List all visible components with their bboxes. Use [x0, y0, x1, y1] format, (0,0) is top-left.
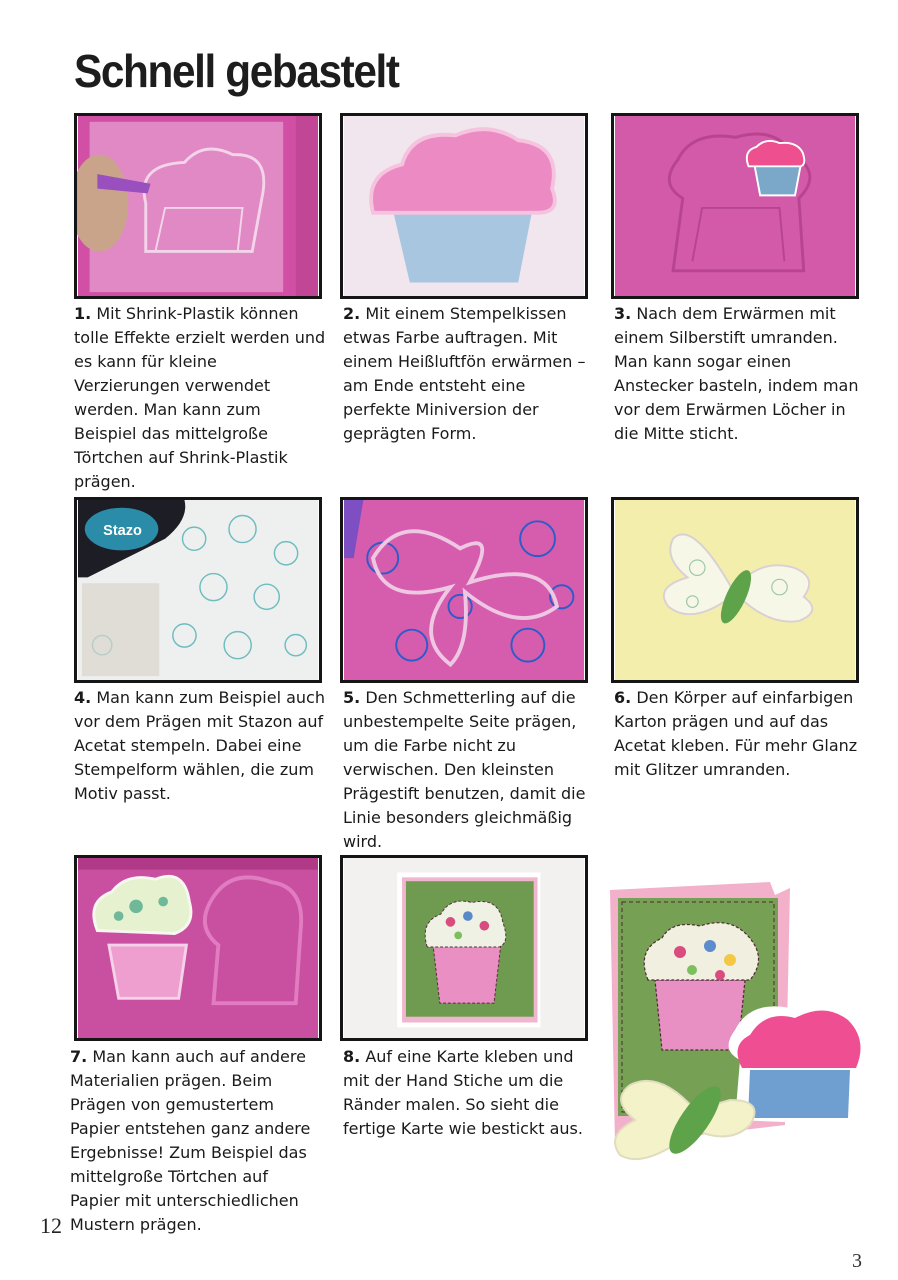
page-number-right: 3	[852, 1250, 862, 1272]
acetate-butterfly-image	[614, 500, 856, 680]
step-number: 3.	[614, 304, 632, 323]
step-2-text	[343, 302, 595, 446]
page-number: 12	[40, 1213, 62, 1238]
photo-step-1	[74, 113, 322, 299]
step-description: Nach dem Erwärmen mit einem Silberstift umranden. Man kann sogar einen Anstecker basteln, indem man vor dem Erwärmen Löcher in die Mitte sticht.	[614, 304, 859, 443]
photo-step-4	[74, 497, 322, 683]
step-7-text	[70, 1045, 322, 1237]
step-number: 2.	[343, 304, 361, 323]
butterfly-embossing-image	[343, 500, 585, 680]
patterned-paper-cupcake-image	[77, 858, 319, 1038]
step-4-text	[74, 686, 326, 806]
photo-step-3	[611, 113, 859, 299]
step-description: Mit Shrink-Plastik können tolle Effekte erzielt werden und es kann für kleine Verzierungen verwendet werden. Man kann zum Beispiel das mittelgroße Törtchen auf Shrink-Plastik prägen.	[74, 304, 326, 491]
finished-card-with-decorations-image	[600, 880, 880, 1180]
step-description: Man kann auch auf andere Materialien prägen. Beim Prägen von gemustertem Papier entstehen ganz andere Ergebnisse! Zum Beispiel das mittelgroße Törtchen auf Papier mit unterschiedlichen Mustern prägen.	[70, 1047, 311, 1234]
photo-step-5	[340, 497, 588, 683]
step-number: 8.	[343, 1047, 361, 1066]
step-3-text	[614, 302, 866, 446]
step-number: 4.	[74, 688, 92, 707]
photo-step-6	[611, 497, 859, 683]
page-title: Schnell gebastelt	[74, 45, 399, 97]
step-6-text	[614, 686, 866, 782]
finished-card-image	[343, 858, 585, 1038]
step-number: 5.	[343, 688, 361, 707]
step-5-text	[343, 686, 595, 854]
step-1-text	[74, 302, 326, 494]
step-8-text	[343, 1045, 595, 1141]
step-description: Den Schmetterling auf die unbestempelte Seite prägen, um die Farbe nicht zu verwischen. Den kleinsten Prägestift benutzen, damit die Linie besonders gleichmäßig wird.	[343, 688, 586, 851]
shrink-plastic-embossing-image	[77, 116, 319, 296]
stazon-stamped-acetate-image	[77, 500, 319, 680]
step-description: Man kann zum Beispiel auch vor dem Prägen mit Stazon auf Acetat stempeln. Dabei eine Stempelform wählen, die zum Motiv passt.	[74, 688, 325, 803]
photo-step-2	[340, 113, 588, 299]
inked-cupcake-image	[343, 116, 585, 296]
mini-cupcake-on-embossed-paper-image	[614, 116, 856, 296]
stazon-label: Stazo	[103, 522, 142, 539]
step-number: 1.	[74, 304, 92, 323]
step-number: 6.	[614, 688, 632, 707]
finished-card-showcase	[600, 880, 880, 1180]
step-description: Den Körper auf einfarbigen Karton prägen und auf das Acetat kleben. Für mehr Glanz mit Glitzer umranden.	[614, 688, 858, 779]
photo-step-7	[74, 855, 322, 1041]
step-description: Auf eine Karte kleben und mit der Hand Stiche um die Ränder malen. So sieht die fertige Karte wie bestickt aus.	[343, 1047, 583, 1138]
step-number: 7.	[70, 1047, 88, 1066]
photo-step-8	[340, 855, 588, 1041]
step-description: Mit einem Stempelkissen etwas Farbe auftragen. Mit einem Heißluftfön erwärmen – am Ende entsteht eine perfekte Miniversion der geprägten Form.	[343, 304, 586, 443]
